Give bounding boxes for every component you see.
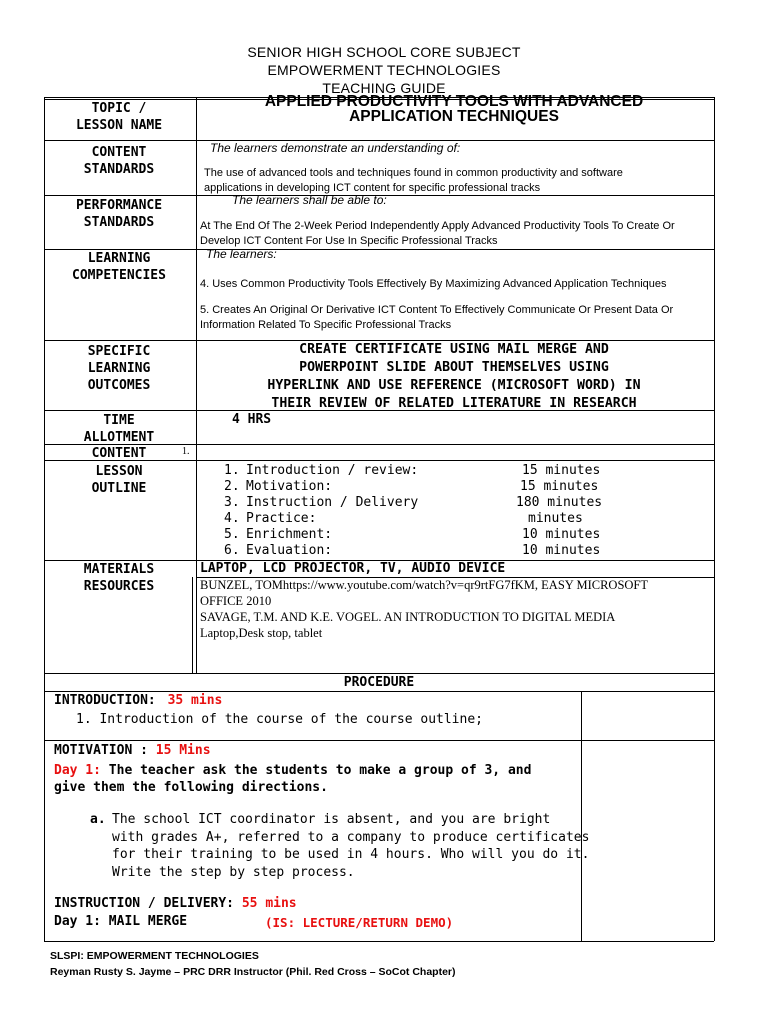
learning-competencies-intro: The learners: <box>206 247 277 261</box>
materials-label: MATERIALS <box>83 562 155 577</box>
motivation-item: The school ICT coordinator is absent, and you are bright with grades A+, referred to a company to produce certificates for their training to be used in 4 hours. Who will you do it. Write the step by step process. <box>112 812 590 880</box>
header-subject: EMPOWERMENT TECHNOLOGIES <box>267 62 501 78</box>
specific-outcomes-text: CREATE CERTIFICATE USING MAIL MERGE AND POWERPOINT SLIDE ABOUT THEMSELVES USING HYPERLINK AND USE REFERENCE (MICROSOFT WORD) IN THEIR REVIEW OF RELATED LITERATURE IN RESEARCH <box>267 342 641 411</box>
performance-standards-text: At The End Of The 2-Week Period Independently Apply Advanced Productivity Tools To Create Or Develop ICT Content For Use In Specific Professional Tracks <box>200 220 675 247</box>
outline-item: 6. Evaluation: 10 minutes <box>224 543 601 558</box>
instruction-day: Day 1: MAIL MERGE <box>54 914 188 929</box>
lesson-name: APPLIED PRODUCTIVITY TOOLS WITH ADVANCED APPLICATION TECHNIQUES <box>264 93 644 125</box>
instruction-time: 55 mins <box>241 896 297 911</box>
instruction-note: (IS: LECTURE/RETURN DEMO) <box>265 915 454 930</box>
learning-competencies-label: LEARNING COMPETENCIES <box>72 251 166 283</box>
resources-text: BUNZEL, TOMhttps://www.youtube.com/watch?v=qr9rtFG7fKM, EASY MICROSOFT OFFICE 2010 SAVAGE, T.M. AND K.E. VOGEL. AN INTRODUCTION TO DIGITAL MEDIA Laptop,Desk stop, tablet <box>200 578 649 640</box>
resources-label: RESOURCES <box>83 579 155 594</box>
footer-subject: SLSPI: EMPOWERMENT TECHNOLOGIES <box>50 950 259 962</box>
content-value: 1. <box>182 446 190 457</box>
motivation-time: 15 Mins <box>155 743 211 758</box>
performance-standards-label: PERFORMANCE STANDARDS <box>75 198 163 230</box>
performance-standards-intro: The learners shall be able to: <box>232 193 387 207</box>
materials-value: LAPTOP, LCD PROJECTOR, TV, AUDIO DEVICE <box>200 561 506 576</box>
introduction-item: 1. Introduction of the course of the course outline; <box>76 712 483 727</box>
content-standards-text: The use of advanced tools and techniques found in common productivity and software applications in developing ICT content for specific professional tracks <box>204 167 623 194</box>
specific-outcomes-label: SPECIFIC LEARNING OUTCOMES <box>87 344 151 393</box>
outline-item: 2. Motivation: 15 minutes <box>224 479 599 494</box>
procedure-heading: PROCEDURE <box>343 675 415 690</box>
content-label: CONTENT <box>91 446 147 461</box>
header-guide: TEACHING GUIDE <box>322 80 446 96</box>
outline-item: 4. Practice: minutes <box>224 511 583 526</box>
competency-item-5: 5. Creates An Original Or Derivative ICT Content To Effectively Communicate Or Present Data Or Information Related To Specific Professional Tracks <box>200 304 674 331</box>
outline-item: 1. Introduction / review: 15 minutes <box>224 463 601 478</box>
introduction-heading: INTRODUCTION: 35 mins <box>54 693 223 708</box>
header-school: SENIOR HIGH SCHOOL CORE SUBJECT <box>247 44 521 60</box>
footer-author: Reyman Rusty S. Jayme – PRC DRR Instructor (Phil. Red Cross – SoCot Chapter) <box>50 966 456 978</box>
introduction-time: 35 mins <box>167 693 223 708</box>
time-allotment-label: TIME ALLOTMENT <box>83 413 155 445</box>
competency-item-4: 4. Uses Common Productivity Tools Effectively By Maximizing Advanced Application Techniques <box>200 278 667 290</box>
motivation-heading: MOTIVATION : 15 Mins <box>54 743 211 758</box>
motivation-item-letter: a. <box>90 812 106 827</box>
time-allotment-value: 4 HRS <box>232 412 272 427</box>
lesson-outline-label: LESSON OUTLINE <box>91 464 147 496</box>
lesson-outline-list <box>224 463 644 559</box>
instruction-heading: INSTRUCTION / DELIVERY: 55 mins <box>54 896 297 911</box>
outline-item: 3. Instruction / Delivery 180 minutes <box>224 495 603 510</box>
topic-label: TOPIC / LESSON NAME <box>75 101 163 133</box>
content-standards-intro: The learners demonstrate an understanding of: <box>210 141 461 155</box>
outline-item: 5. Enrichment: 10 minutes <box>224 527 601 542</box>
content-standards-label: CONTENT STANDARDS <box>83 145 155 177</box>
motivation-day: Day 1: The teacher ask the students to make a group of 3, and give them the following directions. <box>54 763 532 795</box>
